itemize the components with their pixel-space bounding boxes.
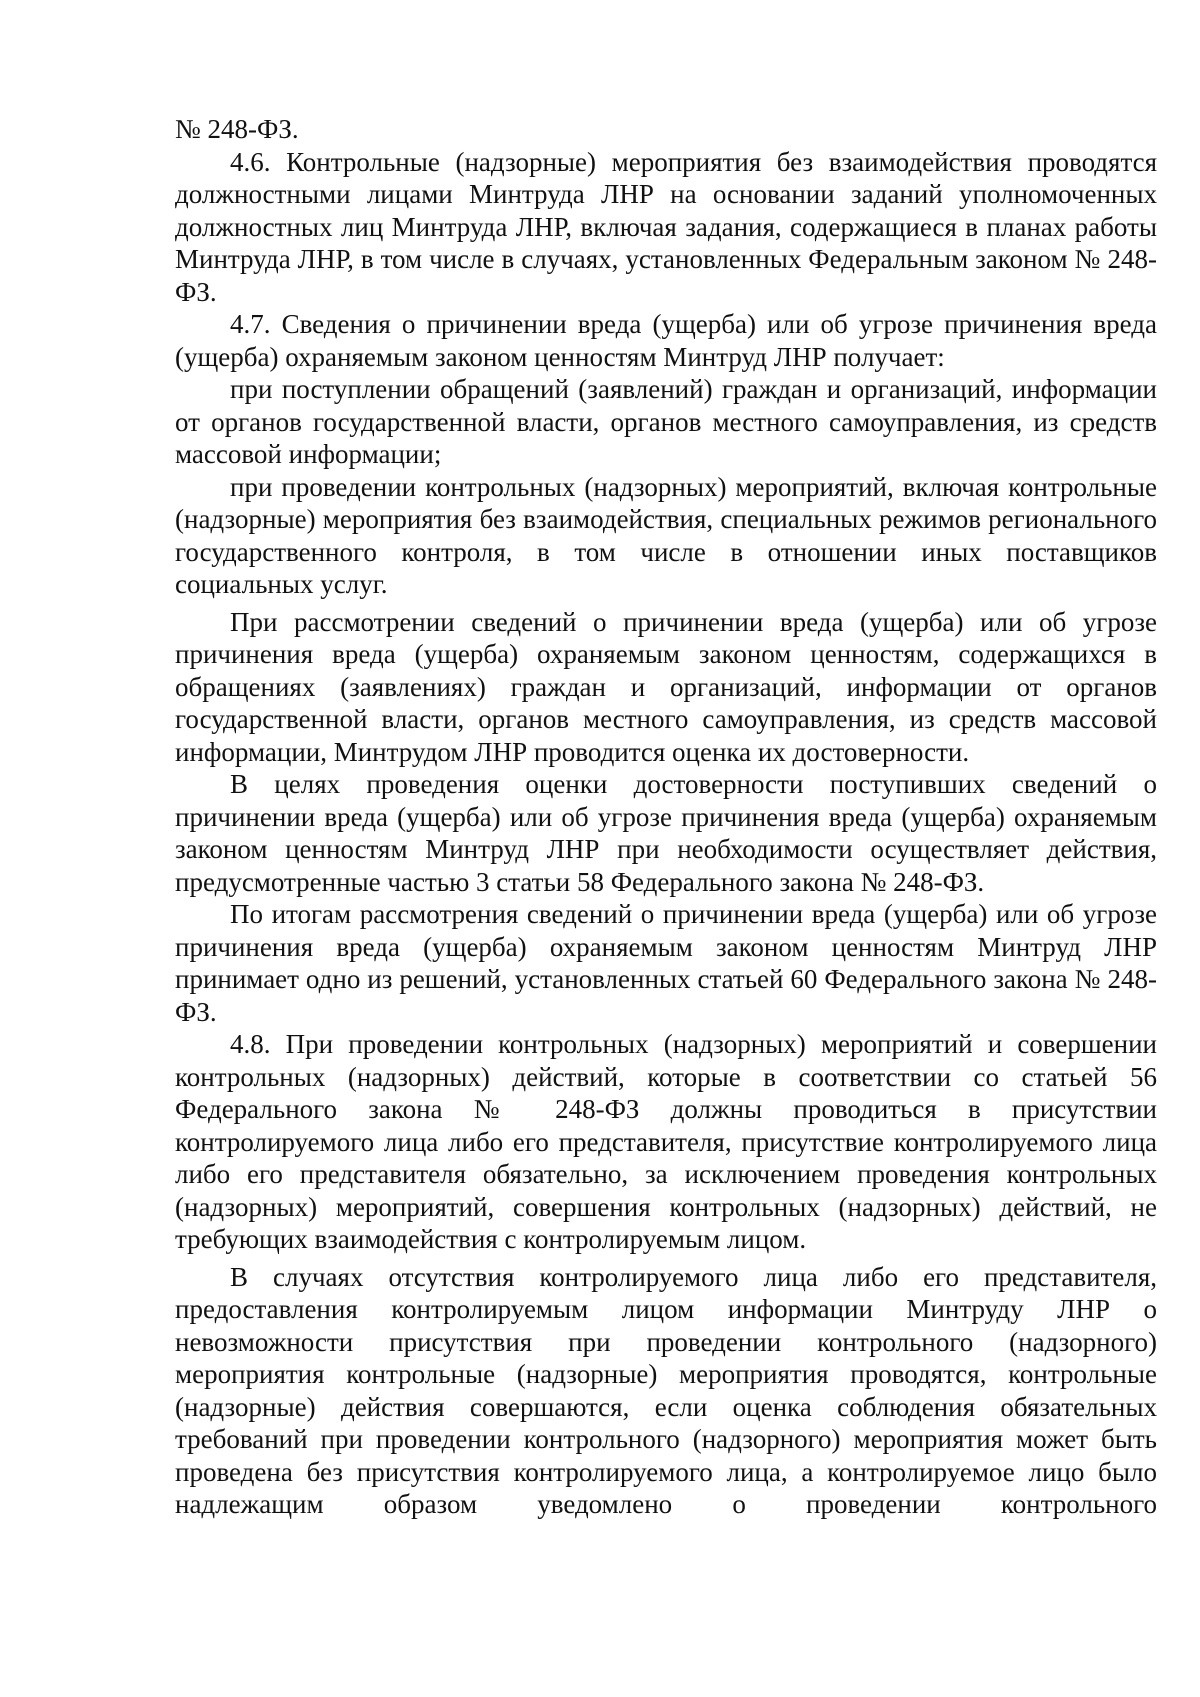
paragraph-4-7: 4.7. Сведения о причинении вреда (ущерба) или об угрозе причинения вреда (ущерба) охраняемым законом ценностям Минтруд ЛНР получает: (175, 309, 1157, 372)
paragraph-verification-actions: В целях проведения оценки достоверности поступивших сведений о причинении вреда (ущерба) или об угрозе причинения вреда (ущерба) охраняемым законом ценностям Минтруд ЛНР при необходимости осуществляет действия, предусмотренные частью 3 статьи 58 Федерального закона № 248-ФЗ. (175, 769, 1157, 897)
paragraph-4-7-source-appeals: при поступлении обращений (заявлений) граждан и организаций, информации от органов государственной власти, органов местного самоуправления, из средств массовой информации; (175, 374, 1157, 469)
paragraph-reliability-assessment: При рассмотрении сведений о причинении вреда (ущерба) или об угрозе причинения вреда (ущерба) охраняемым законом ценностям, содержащихся в обращениях (заявлениях) граждан и организаций, информации от органов государственной власти, органов местного самоуправления, из средств массовой информации, Минтрудом ЛНР проводится оценка их достоверности. (175, 606, 1157, 767)
paragraph-law-reference-tail: № 248-ФЗ. (175, 114, 299, 144)
paragraph-absence-cases: В случаях отсутствия контролируемого лица либо его представителя, предоставления контролируемым лицом информации Минтруду ЛНР о невозможности присутствия при проведении контрольного (надзорного) мероприятия контрольные (надзорные) мероприятия проводятся, контрольные (надзорные) действия совершаются, если оценка соблюдения обязательных требований при проведении контрольного (надзорного) мероприятия может быть проведена без присутствия контролируемого лица, а контролируемое лицо было надлежащим образом уведомлено о проведении контрольного (175, 1261, 1157, 1519)
paragraph-4-7-source-inspections: при проведении контрольных (надзорных) мероприятий, включая контрольные (надзорные) мероприятия без взаимодействия, специальных режимов регионального государственного контроля, в том числе в отношении иных поставщиков социальных услуг. (175, 471, 1157, 599)
paragraph-4-8: 4.8. При проведении контрольных (надзорных) мероприятий и совершении контрольных (надзорных) действий, которые в соответствии со статьей 56 Федерального закона № 248-ФЗ должны проводиться в присутствии контролируемого лица либо его представителя, присутствие контролируемого лица либо его представителя обязательно, за исключением проведения контрольных (надзорных) мероприятий, совершения контрольных (надзорных) действий, не требующих взаимодействия с контролируемым лицом. (175, 1029, 1157, 1254)
paragraph-review-decision: По итогам рассмотрения сведений о причинении вреда (ущерба) или об угрозе причинения вреда (ущерба) охраняемым законом ценностям Минтруд ЛНР принимает одно из решений, установленных статьей 60 Федерального закона № 248-ФЗ. (175, 899, 1157, 1027)
paragraph-4-6: 4.6. Контрольные (надзорные) мероприятия без взаимодействия проводятся должностными лицами Минтруда ЛНР на основании заданий уполномоченных должностных лиц Минтруда ЛНР, включая задания, содержащиеся в планах работы Минтруда ЛНР, в том числе в случаях, установленных Федеральным законом № 248-ФЗ. (175, 146, 1157, 307)
document-page (175, 113, 1157, 1521)
